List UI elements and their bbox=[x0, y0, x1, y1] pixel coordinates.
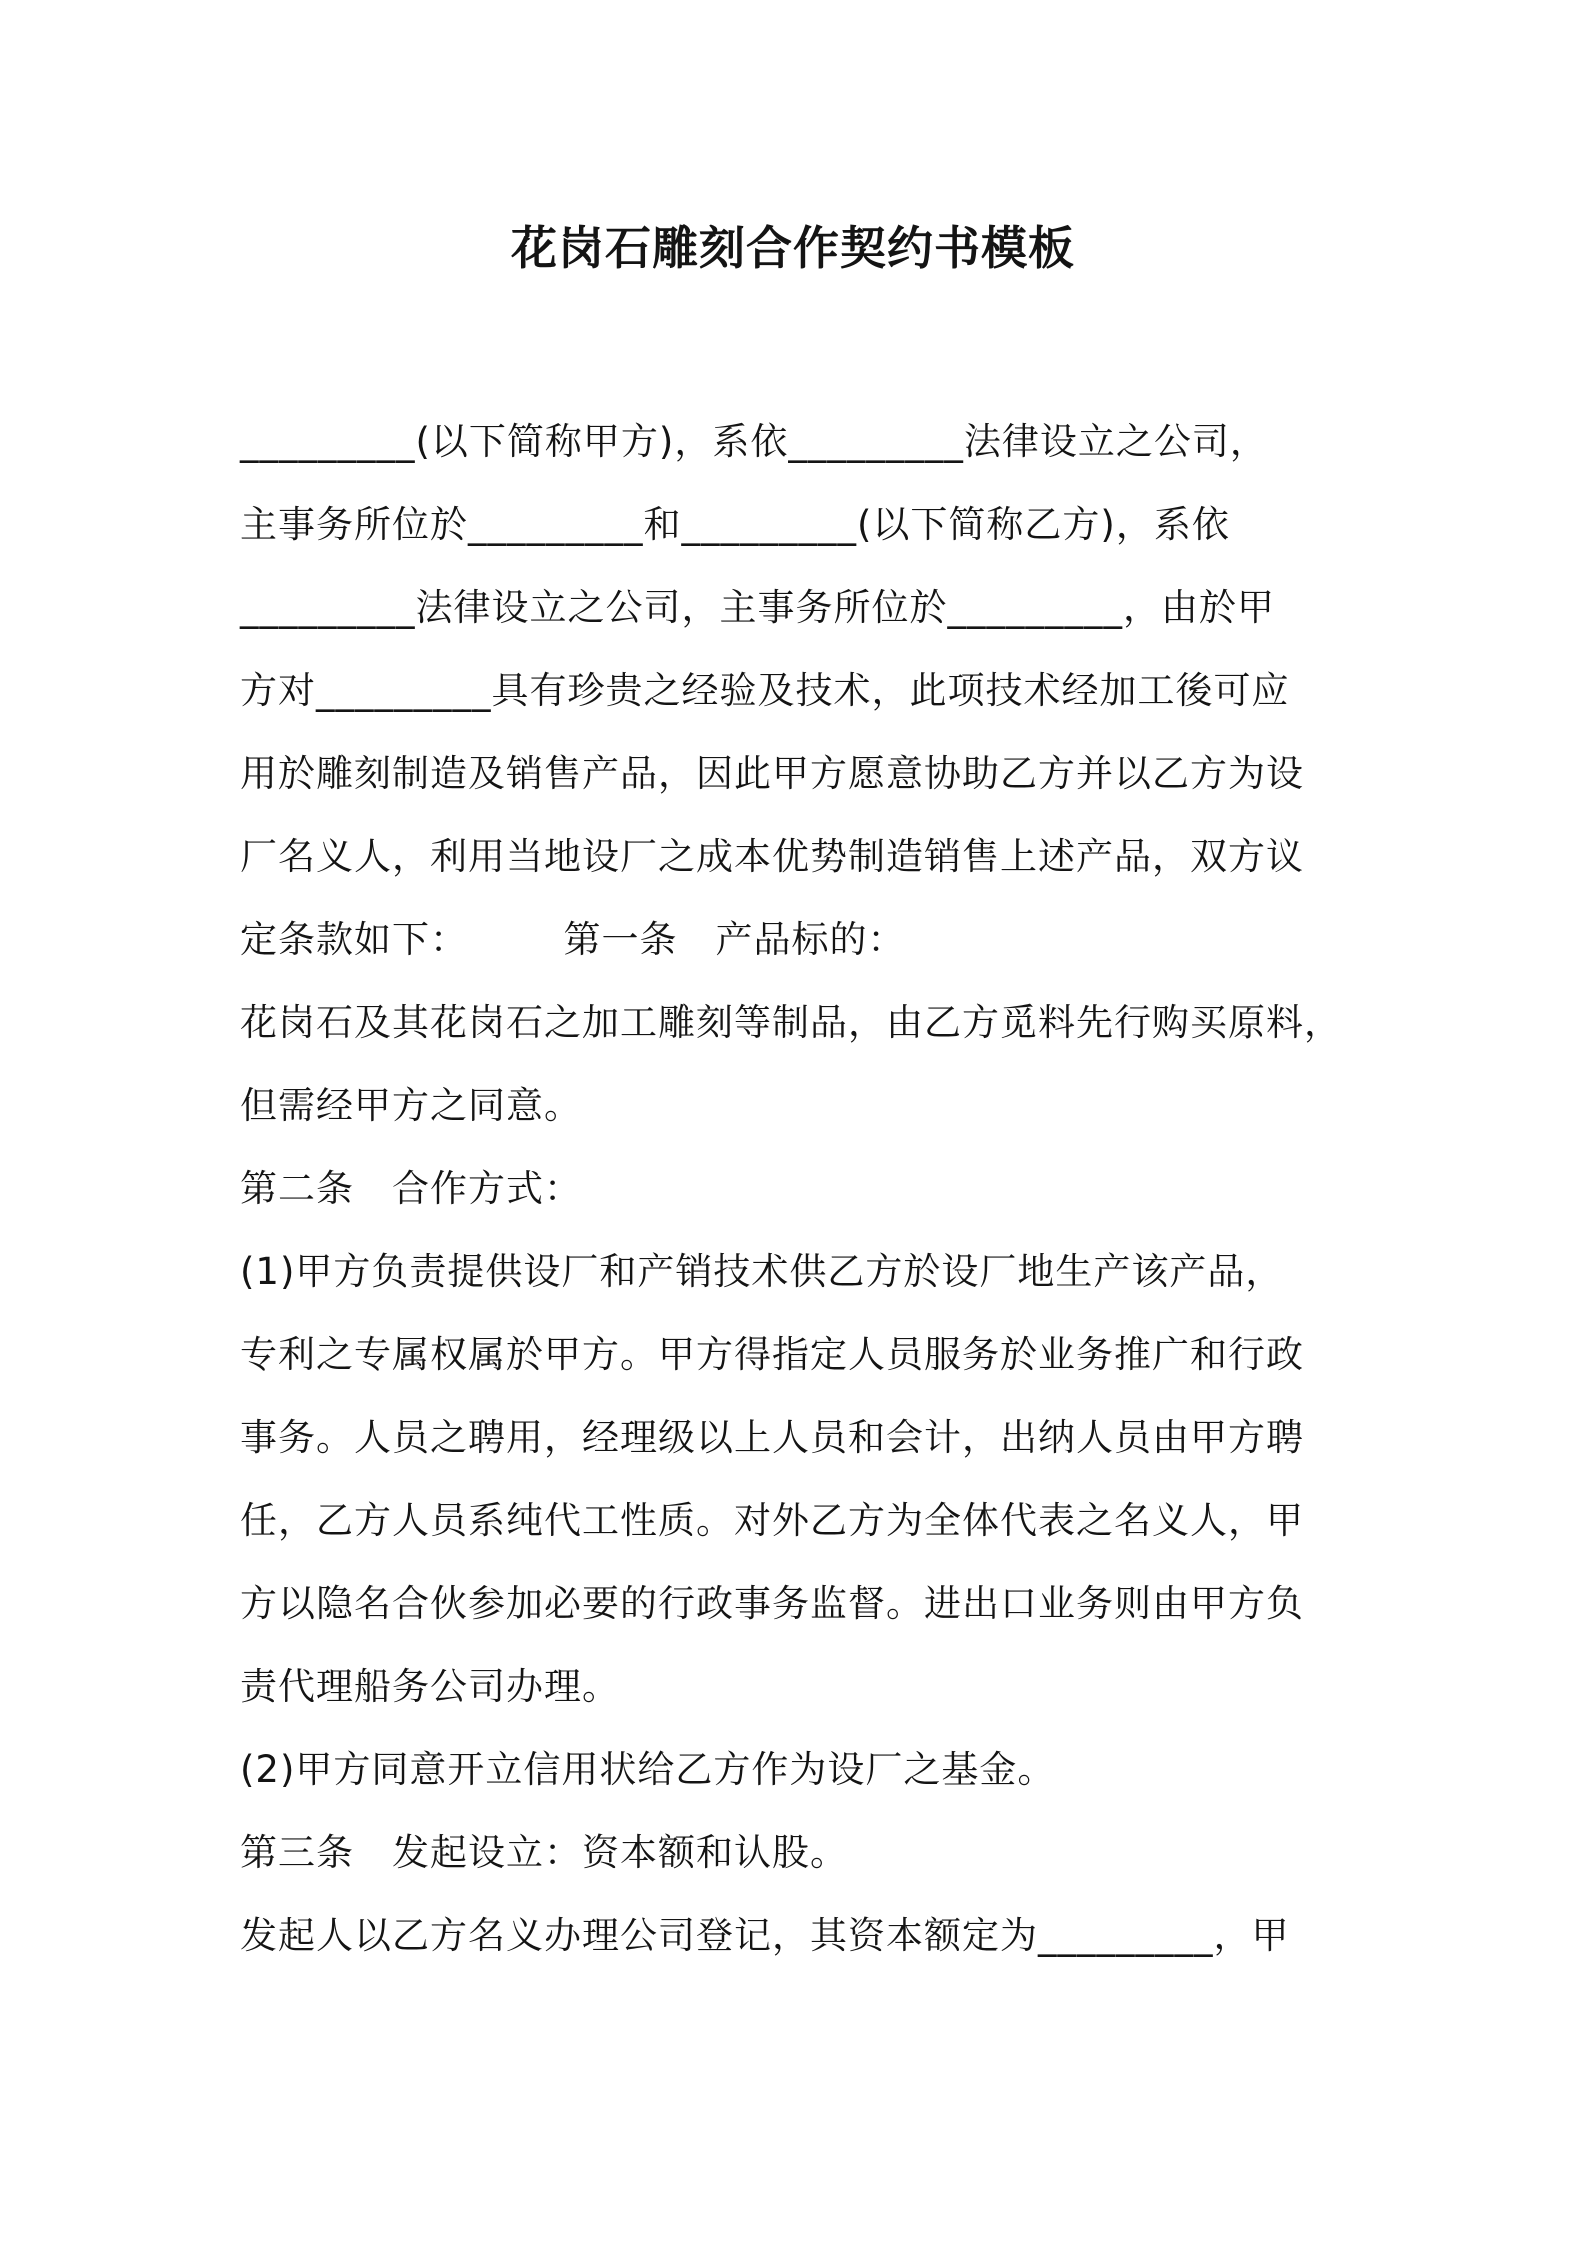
body-line-4: 方对_________具有珍贵之经验及技术，此项技术经加工後可应 bbox=[240, 669, 1290, 712]
document-title: 花岗石雕刻合作契约书模板 bbox=[511, 221, 1075, 275]
document-body bbox=[240, 400, 1370, 1977]
body-line-3: _________法律设立之公司，主事务所位於_________，由於甲 bbox=[240, 586, 1275, 629]
body-line-6: 厂名义人，利用当地设厂之成本优势制造销售上述产品，双方议 bbox=[240, 835, 1304, 878]
body-line-13: 事务。人员之聘用，经理级以上人员和会计，出纳人员由甲方聘 bbox=[240, 1416, 1304, 1459]
body-line-12: 专利之专属权属於甲方。甲方得指定人员服务於业务推广和行政 bbox=[240, 1333, 1304, 1376]
body-line-9: 但需经甲方之同意。 bbox=[240, 1084, 582, 1127]
body-line-1: _________(以下简称甲方)，系依_________法律设立之公司， bbox=[240, 420, 1268, 463]
body-line-18: 第三条 发起设立：资本额和认股。 bbox=[240, 1831, 848, 1874]
body-line-14: 任，乙方人员系纯代工性质。对外乙方为全体代表之名义人，甲 bbox=[240, 1499, 1304, 1542]
body-line-7: 定条款如下： 第一条 产品标的： bbox=[240, 918, 906, 961]
body-line-15: 方以隐名合伙参加必要的行政事务监督。进出口业务则由甲方负 bbox=[240, 1582, 1304, 1625]
body-line-11: (1)甲方负责提供设厂和产销技术供乙方於设厂地生产该产品， bbox=[240, 1250, 1284, 1293]
body-line-2: 主事务所位於_________和_________(以下简称乙方)，系依 bbox=[240, 503, 1230, 546]
body-line-17: (2)甲方同意开立信用状给乙方作为设厂之基金。 bbox=[240, 1748, 1056, 1791]
body-line-19: 发起人以乙方名义办理公司登记，其资本额定为_________，甲 bbox=[240, 1914, 1290, 1957]
body-line-5: 用於雕刻制造及销售产品，因此甲方愿意协助乙方并以乙方为设 bbox=[240, 752, 1304, 795]
body-line-10: 第二条 合作方式： bbox=[240, 1167, 582, 1210]
body-line-8: 花岗石及其花岗石之加工雕刻等制品，由乙方觅料先行购买原料， bbox=[240, 1001, 1342, 1044]
body-line-16: 责代理船务公司办理。 bbox=[240, 1665, 620, 1708]
